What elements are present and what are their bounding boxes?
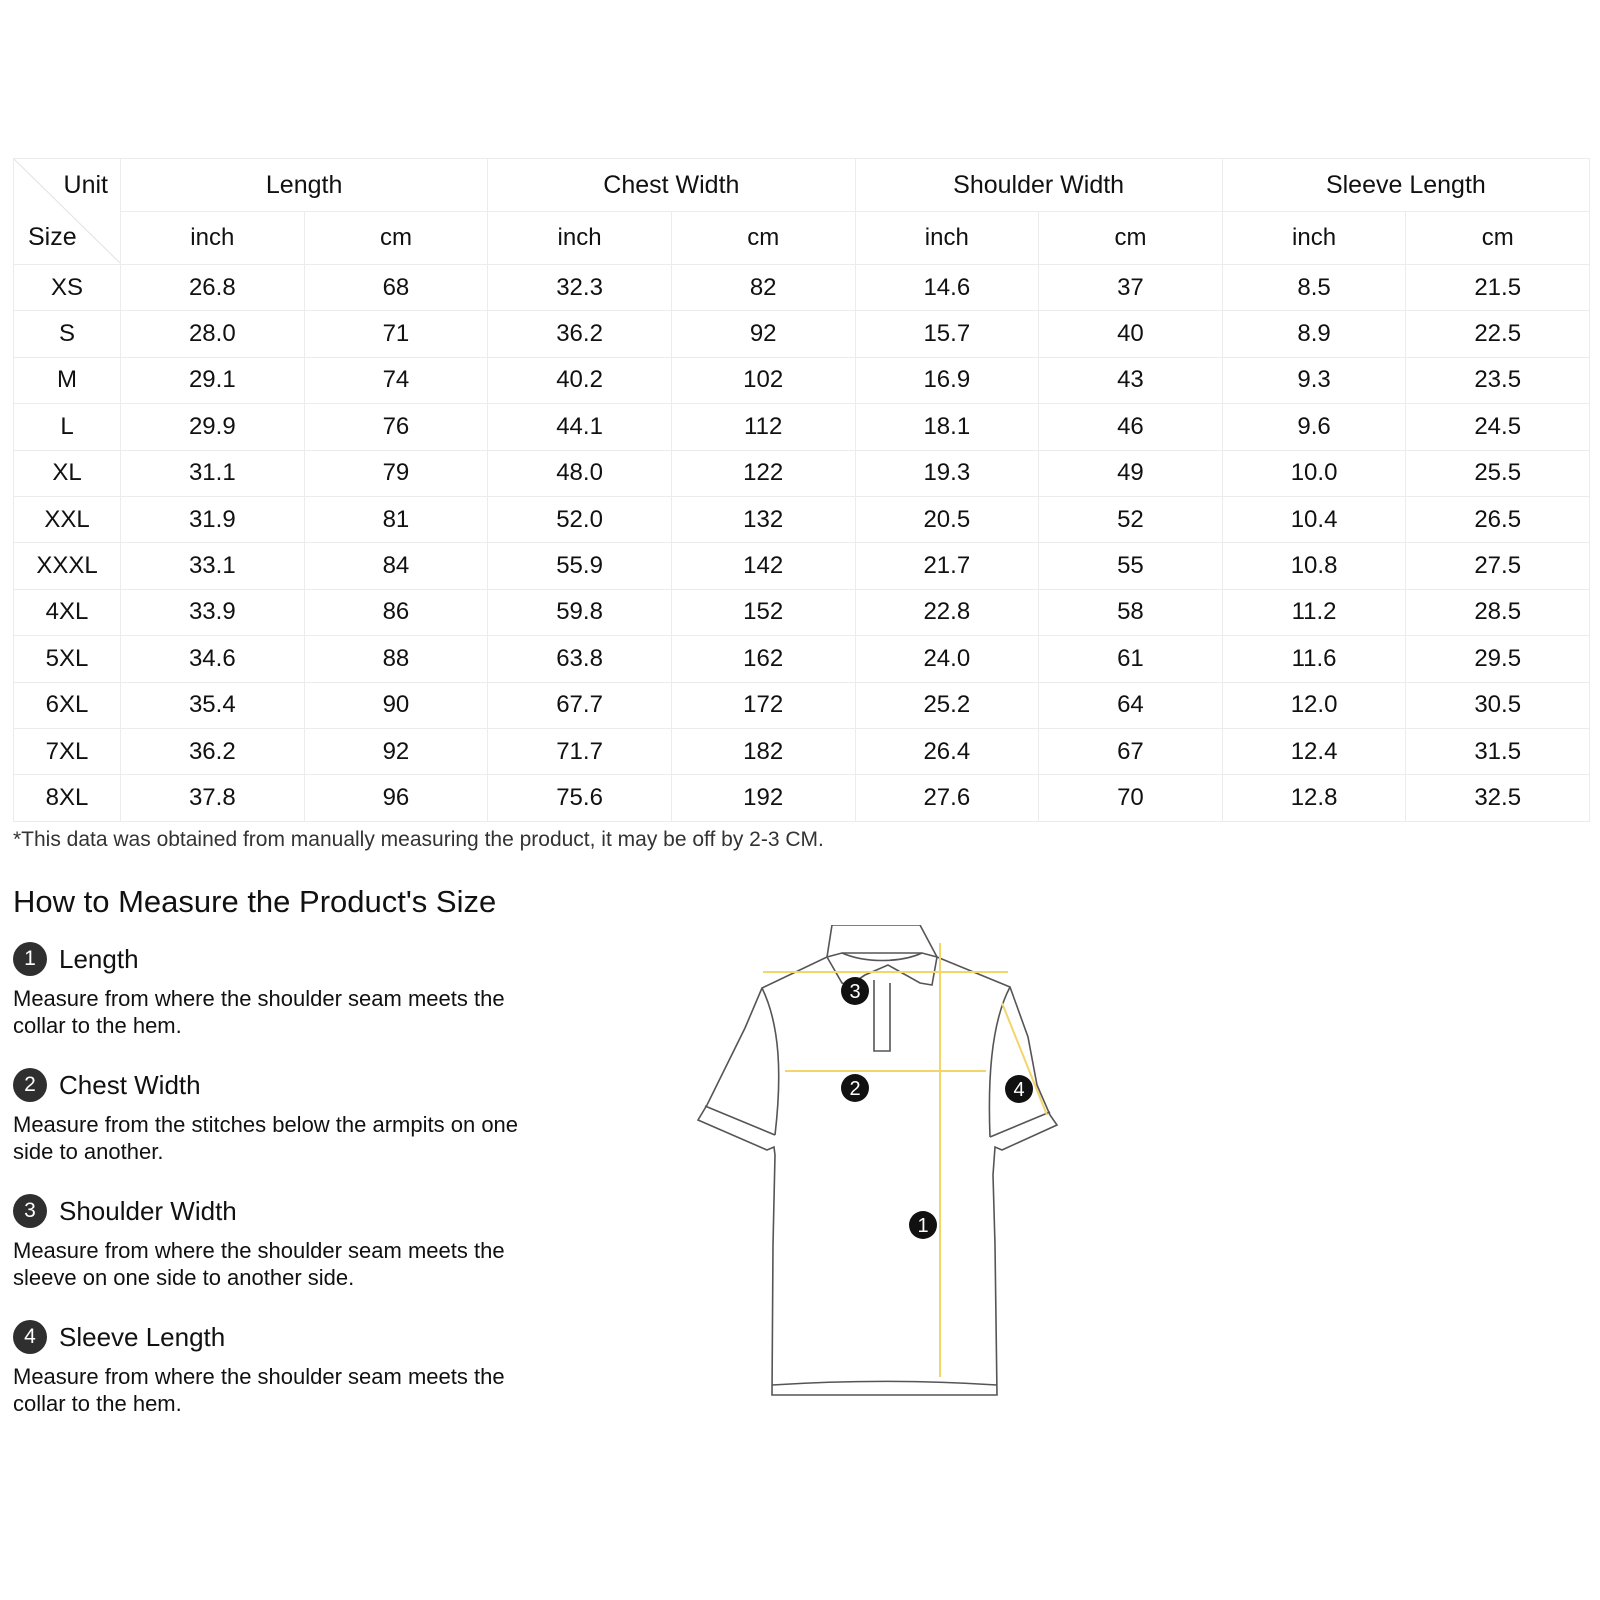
unit-header: inch (488, 212, 672, 265)
table-row (14, 589, 1590, 635)
step-description: Measure from where the shoulder seam meets the collar to the hem. (13, 1364, 505, 1416)
measurement-cell: 88 (304, 636, 488, 682)
measurement-cell: 74 (304, 357, 488, 403)
measurement-cell: 63.8 (488, 636, 672, 682)
shirt-outline (698, 925, 1057, 1395)
size-cell: 4XL (14, 589, 121, 635)
measurement-cell: 90 (304, 682, 488, 728)
table-row (14, 728, 1590, 774)
measurement-cell: 16.9 (855, 357, 1039, 403)
measurement-cell: 18.1 (855, 404, 1039, 450)
measurement-cell: 29.9 (121, 404, 305, 450)
chest-width-group-header: Chest Width (488, 159, 855, 212)
size-cell: M (14, 357, 121, 403)
table-row (14, 775, 1590, 821)
svg-text:1: 1 (917, 1215, 929, 1237)
step-length (13, 941, 573, 1039)
unit-header: inch (121, 212, 305, 265)
measurement-cell: 49 (1039, 450, 1223, 496)
measurement-cell: 12.8 (1222, 775, 1406, 821)
measurement-cell: 172 (671, 682, 855, 728)
measurement-cell: 9.6 (1222, 404, 1406, 450)
size-cell: XXL (14, 496, 121, 542)
measurement-cell: 46 (1039, 404, 1223, 450)
unit-header: cm (1406, 212, 1590, 265)
size-cell: XS (14, 265, 121, 311)
marker-4 (1005, 1075, 1033, 1103)
measurement-cell: 52 (1039, 496, 1223, 542)
measurement-cell: 92 (671, 311, 855, 357)
measurement-cell: 132 (671, 496, 855, 542)
measurement-cell: 33.1 (121, 543, 305, 589)
measurement-cell: 64 (1039, 682, 1223, 728)
measurement-cell: 79 (304, 450, 488, 496)
measurement-cell: 37 (1039, 265, 1223, 311)
marker-2 (841, 1074, 869, 1102)
measurement-cell: 10.4 (1222, 496, 1406, 542)
measurement-cell: 182 (671, 728, 855, 774)
diagram-markers (841, 977, 1033, 1239)
unit-size-corner-cell (14, 159, 121, 265)
measurement-cell: 29.5 (1406, 636, 1590, 682)
measurement-cell: 11.2 (1222, 589, 1406, 635)
unit-header-row (14, 212, 1590, 265)
table-row (14, 543, 1590, 589)
measurement-cell: 84 (304, 543, 488, 589)
size-table-body (14, 265, 1590, 822)
measurement-cell: 48.0 (488, 450, 672, 496)
table-row (14, 311, 1590, 357)
measurement-cell: 70 (1039, 775, 1223, 821)
measurement-cell: 37.8 (121, 775, 305, 821)
measurement-cell: 86 (304, 589, 488, 635)
length-group-header: Length (121, 159, 488, 212)
measurement-cell: 24.5 (1406, 404, 1590, 450)
table-row (14, 636, 1590, 682)
svg-text:2: 2 (849, 1078, 861, 1100)
measurement-cell: 82 (671, 265, 855, 311)
measurement-cell: 76 (304, 404, 488, 450)
measurement-cell: 12.4 (1222, 728, 1406, 774)
measurement-cell: 67 (1039, 728, 1223, 774)
measurement-cell: 21.5 (1406, 265, 1590, 311)
measurement-cell: 35.4 (121, 682, 305, 728)
measurement-cell: 122 (671, 450, 855, 496)
shoulder-width-group-header: Shoulder Width (855, 159, 1222, 212)
unit-label: Unit (63, 171, 108, 199)
how-to-measure-title: How to Measure the Product's Size (13, 884, 497, 919)
measurement-cell: 32.5 (1406, 775, 1590, 821)
step-shoulder-width (13, 1193, 573, 1291)
measurement-cell: 92 (304, 728, 488, 774)
measurement-cell: 31.5 (1406, 728, 1590, 774)
measurement-cell: 55.9 (488, 543, 672, 589)
size-cell: XL (14, 450, 121, 496)
measurement-cell: 59.8 (488, 589, 672, 635)
measurement-cell: 25.2 (855, 682, 1039, 728)
size-cell: S (14, 311, 121, 357)
step-title: Shoulder Width (59, 1195, 237, 1226)
measurement-cell: 26.5 (1406, 496, 1590, 542)
measurement-cell: 31.9 (121, 496, 305, 542)
step-number-badge: 3 (13, 1194, 47, 1228)
step-title: Chest Width (59, 1069, 201, 1100)
step-number-badge: 1 (13, 942, 47, 976)
measurement-disclaimer: *This data was obtained from manually measuring the product, it may be off by 2-3 CM. (13, 828, 824, 851)
measurement-cell: 15.7 (855, 311, 1039, 357)
table-row (14, 265, 1590, 311)
measurement-cell: 22.5 (1406, 311, 1590, 357)
measurement-cell: 27.6 (855, 775, 1039, 821)
measurement-cell: 19.3 (855, 450, 1039, 496)
measurement-cell: 27.5 (1406, 543, 1590, 589)
measurement-cell: 162 (671, 636, 855, 682)
measurement-cell: 14.6 (855, 265, 1039, 311)
measurement-cell: 24.0 (855, 636, 1039, 682)
step-sleeve-length (13, 1319, 573, 1417)
size-cell: 6XL (14, 682, 121, 728)
measurement-cell: 29.1 (121, 357, 305, 403)
step-description: Measure from where the shoulder seam meets the sleeve on one side to another side. (13, 1238, 505, 1290)
size-cell: 7XL (14, 728, 121, 774)
measurement-cell: 26.8 (121, 265, 305, 311)
measurement-cell: 71.7 (488, 728, 672, 774)
measurement-cell: 12.0 (1222, 682, 1406, 728)
measurement-cell: 23.5 (1406, 357, 1590, 403)
measurement-cell: 52.0 (488, 496, 672, 542)
size-cell: 5XL (14, 636, 121, 682)
measurement-cell: 28.5 (1406, 589, 1590, 635)
measurement-cell: 112 (671, 404, 855, 450)
measurement-cell: 43 (1039, 357, 1223, 403)
unit-header: cm (1039, 212, 1223, 265)
measurement-cell: 30.5 (1406, 682, 1590, 728)
measurement-cell: 36.2 (121, 728, 305, 774)
size-cell: 8XL (14, 775, 121, 821)
measurement-cell: 102 (671, 357, 855, 403)
measurement-cell: 55 (1039, 543, 1223, 589)
svg-text:3: 3 (849, 981, 861, 1003)
measurement-cell: 152 (671, 589, 855, 635)
table-row (14, 682, 1590, 728)
table-row (14, 404, 1590, 450)
step-description: Measure from the stitches below the armpits on one side to another. (13, 1112, 519, 1164)
measurement-cell: 61 (1039, 636, 1223, 682)
step-description: Measure from where the shoulder seam meets the collar to the hem. (13, 986, 505, 1038)
measurement-cell: 67.7 (488, 682, 672, 728)
measurement-cell: 32.3 (488, 265, 672, 311)
step-title: Length (59, 943, 139, 974)
step-chest-width (13, 1067, 573, 1165)
measurement-cell: 40 (1039, 311, 1223, 357)
table-row (14, 450, 1590, 496)
measurement-cell: 68 (304, 265, 488, 311)
measurement-group-row (14, 159, 1590, 212)
unit-header: inch (1222, 212, 1406, 265)
measurement-cell: 8.9 (1222, 311, 1406, 357)
measurement-cell: 36.2 (488, 311, 672, 357)
measurement-cell: 25.5 (1406, 450, 1590, 496)
measurement-cell: 81 (304, 496, 488, 542)
measurement-cell: 75.6 (488, 775, 672, 821)
measurement-cell: 10.0 (1222, 450, 1406, 496)
unit-header: inch (855, 212, 1039, 265)
size-chart-table (13, 158, 1590, 822)
measurement-cell: 96 (304, 775, 488, 821)
measurement-cell: 31.1 (121, 450, 305, 496)
svg-text:4: 4 (1013, 1079, 1025, 1101)
measurement-cell: 71 (304, 311, 488, 357)
measurement-cell: 21.7 (855, 543, 1039, 589)
polo-shirt-diagram (690, 925, 1080, 1405)
sleeve-length-group-header: Sleeve Length (1222, 159, 1589, 212)
measurement-cell: 142 (671, 543, 855, 589)
step-number-badge: 4 (13, 1320, 47, 1354)
unit-header: cm (304, 212, 488, 265)
measurement-guides (763, 943, 1047, 1377)
measurement-cell: 20.5 (855, 496, 1039, 542)
table-row (14, 496, 1590, 542)
measurement-cell: 9.3 (1222, 357, 1406, 403)
size-label: Size (28, 223, 77, 251)
measurement-cell: 26.4 (855, 728, 1039, 774)
step-number-badge: 2 (13, 1068, 47, 1102)
measurement-cell: 34.6 (121, 636, 305, 682)
marker-3 (841, 977, 869, 1005)
size-cell: L (14, 404, 121, 450)
measurement-cell: 44.1 (488, 404, 672, 450)
step-title: Sleeve Length (59, 1321, 226, 1352)
measurement-cell: 58 (1039, 589, 1223, 635)
measurement-cell: 192 (671, 775, 855, 821)
measurement-cell: 10.8 (1222, 543, 1406, 589)
unit-header: cm (671, 212, 855, 265)
measurement-cell: 33.9 (121, 589, 305, 635)
measurement-cell: 22.8 (855, 589, 1039, 635)
measurement-cell: 8.5 (1222, 265, 1406, 311)
measurement-cell: 40.2 (488, 357, 672, 403)
marker-1 (909, 1211, 937, 1239)
size-cell: XXXL (14, 543, 121, 589)
measurement-cell: 11.6 (1222, 636, 1406, 682)
measurement-cell: 28.0 (121, 311, 305, 357)
table-row (14, 357, 1590, 403)
